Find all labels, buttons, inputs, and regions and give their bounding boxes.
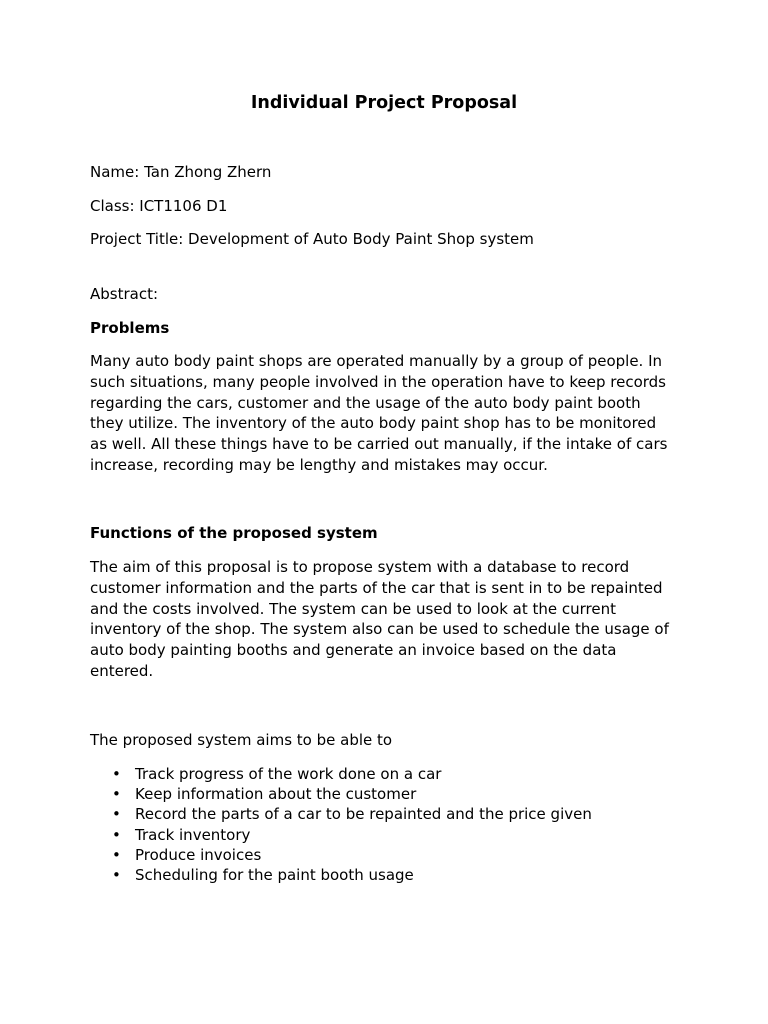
bullet-icon: • [112, 805, 121, 824]
document-title: Individual Project Proposal [250, 93, 518, 113]
class-line: Class: ICT1106 D1 [90, 197, 228, 215]
list-item-text: Track inventory [135, 825, 251, 844]
bullet-icon: • [112, 866, 121, 885]
functions-line: inventory of the shop. The system also can be used to schedule the usage of [90, 620, 669, 639]
list-item [90, 865, 592, 885]
list-item-text: Record the parts of a car to be repainted and the price given [135, 805, 592, 824]
list-item-text: Scheduling for the paint booth usage [135, 866, 414, 885]
bullet-icon: • [112, 825, 121, 844]
problems-paragraph [90, 351, 690, 476]
problems-line: as well. All these things have to be carried out manually, if the intake of cars [90, 435, 668, 454]
bullet-icon: • [112, 765, 121, 783]
list-item [90, 825, 592, 845]
bullet-icon: • [112, 785, 121, 804]
problems-heading: Problems [90, 319, 170, 337]
list-item [90, 804, 592, 824]
project-title-line: Project Title: Development of Auto Body Paint Shop system [90, 230, 534, 248]
problems-line: regarding the cars, customer and the usage of the auto body paint booth [90, 393, 641, 412]
list-item-text: Keep information about the customer [135, 785, 417, 804]
name-line: Name: Tan Zhong Zhern [90, 163, 272, 181]
aims-list [90, 764, 592, 885]
functions-line: auto body painting booths and generate an invoice based on the data [90, 641, 617, 660]
problems-line: such situations, many people involved in the operation have to keep records [90, 372, 666, 391]
list-item [90, 764, 592, 784]
list-item-text: Track progress of the work done on a car [135, 765, 442, 783]
functions-line: entered. [90, 661, 154, 680]
list-item [90, 845, 592, 865]
functions-line: The aim of this proposal is to propose system with a database to record [90, 558, 630, 576]
functions-line: and the costs involved. The system can be used to look at the current [90, 599, 617, 618]
problems-line: Many auto body paint shops are operated manually by a group of people. In [90, 352, 663, 370]
functions-line: customer information and the parts of the car that is sent in to be repainted [90, 578, 663, 597]
problems-line: they utilize. The inventory of the auto body paint shop has to be monitored [90, 414, 657, 433]
functions-heading: Functions of the proposed system [90, 524, 378, 542]
functions-paragraph [90, 557, 690, 682]
list-item-text: Produce invoices [135, 845, 262, 864]
problems-line: increase, recording may be lengthy and mistakes may occur. [90, 455, 548, 474]
aims-intro: The proposed system aims to be able to [90, 731, 393, 749]
list-item [90, 784, 592, 804]
bullet-icon: • [112, 845, 121, 864]
abstract-label: Abstract: [90, 285, 159, 303]
